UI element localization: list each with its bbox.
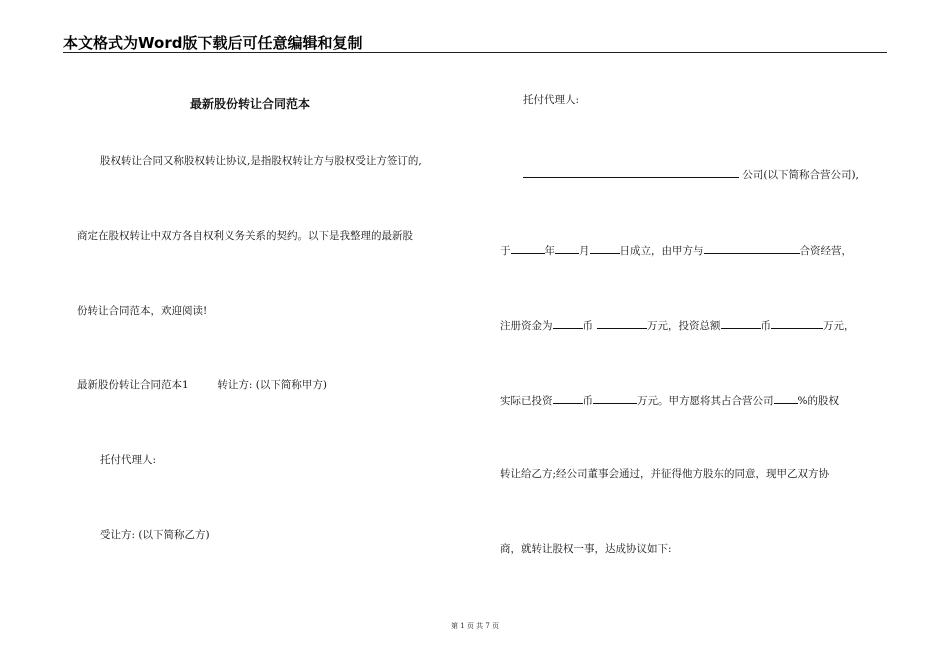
capital-currency-blank[interactable]: [553, 318, 583, 329]
investment-currency-blank[interactable]: [721, 318, 761, 329]
invested-amount-blank[interactable]: [593, 393, 637, 404]
invested-line: 实际已投资 币 万元。甲方愿将其占合营公司 %的股权: [500, 395, 839, 407]
transferee-label: 受让方: (以下简称乙方): [100, 529, 210, 541]
header-divider: [63, 52, 887, 53]
page-header: 本文格式为Word版下载后可任意编辑和复制: [63, 34, 363, 52]
section-heading: [77, 378, 327, 392]
establishment-line: 于 年 月 日成立，由甲方与 合资经营，: [500, 245, 852, 257]
page-number: 第 1 页 共 7 页: [450, 622, 500, 630]
transfer-line: 转让给乙方;经公司董事会通过，并征得他方股东的同意，现甲乙双方协: [500, 468, 830, 480]
capital-amount-blank[interactable]: [597, 318, 647, 329]
section-title: 最新股份转让合同范本1: [77, 379, 189, 391]
document-title: 最新股份转让合同范本: [190, 97, 311, 111]
agent-label-right: 托付代理人:: [523, 94, 580, 106]
capital-line: 注册资金为 币 万元，投资总额 币 万元，: [500, 320, 855, 332]
invested-currency-blank[interactable]: [553, 393, 583, 404]
investment-amount-blank[interactable]: [771, 318, 823, 329]
month-blank[interactable]: [555, 243, 579, 254]
agreement-line: 商，就转让股权一事，达成协议如下:: [500, 543, 672, 555]
year-blank[interactable]: [511, 243, 545, 254]
transferor-label: 转让方: (以下简称甲方): [217, 379, 327, 391]
company-line: 公司(以下简称合营公司),: [523, 167, 859, 182]
paragraph-line-2: 商定在股权转让中双方各自权利义务关系的契约。以下是我整理的最新股: [77, 230, 413, 242]
company-name-blank[interactable]: [523, 167, 739, 178]
day-blank[interactable]: [590, 243, 620, 254]
share-percent-blank[interactable]: [774, 393, 798, 404]
paragraph-line-3: 份转让合同范本，欢迎阅读!: [77, 305, 208, 317]
partner-blank[interactable]: [704, 243, 800, 254]
agent-label-left: 托付代理人:: [100, 454, 157, 466]
paragraph-line-1: 股权转让合同又称股权转让协议,是指股权转让方与股权受让方签订的,: [100, 155, 422, 167]
